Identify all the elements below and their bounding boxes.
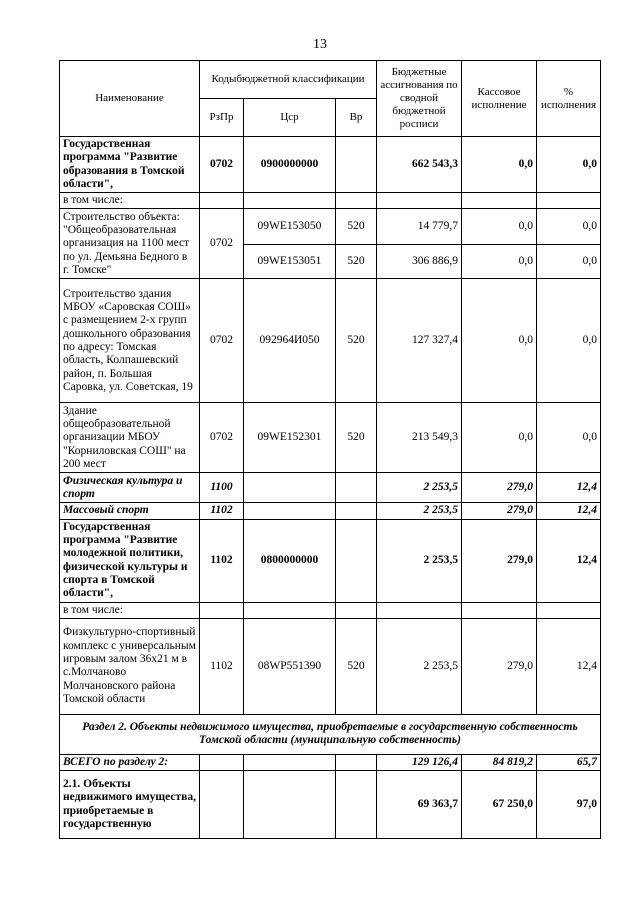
page-number: 13 (313, 37, 327, 52)
row-vr (336, 754, 377, 770)
row-rzpr: 1102 (200, 519, 244, 602)
row-assign: 2 253,5 (377, 473, 462, 503)
row-rzpr: 1102 (200, 503, 244, 519)
row-csr: 08WP551390 (244, 618, 336, 714)
table-row (60, 403, 601, 473)
row-pct: 0,0 (537, 209, 601, 245)
header-csr: Цср (244, 99, 336, 137)
row-assign: 306 886,9 (377, 245, 462, 279)
row-pct: 0,0 (537, 403, 601, 473)
table-row (60, 209, 601, 245)
row-rzpr: 0702 (200, 279, 244, 403)
row-name: в том числе: (60, 193, 200, 209)
section-title: Раздел 2. Объекты недвижимого имущества, приобретаемые в государственную собственность Томской области (муниципальную собственность) (60, 714, 601, 754)
row-assign: 662 543,3 (377, 137, 462, 193)
row-pct: 97,0 (537, 771, 601, 839)
row-vr: 520 (336, 403, 377, 473)
header-pct: % исполнения (537, 61, 601, 137)
row-csr: 09WE153051 (244, 245, 336, 279)
table-row (60, 279, 601, 403)
row-vr (336, 503, 377, 519)
row-pct: 12,4 (537, 519, 601, 602)
row-name: Здание общеобразовательной организации МБОУ "Корниловская СОШ" на 200 мест (60, 403, 200, 473)
row-assign: 2 253,5 (377, 503, 462, 519)
row-csr (244, 503, 336, 519)
row-pct: 0,0 (537, 137, 601, 193)
row-name: Физическая культура и спорт (60, 473, 200, 503)
table-row (60, 618, 601, 714)
row-rzpr: 1100 (200, 473, 244, 503)
row-rzpr: 0702 (200, 137, 244, 193)
table-row (60, 771, 601, 839)
header-rzpr: РзПр (200, 99, 244, 137)
row-vr: 520 (336, 279, 377, 403)
row-cash: 0,0 (462, 279, 537, 403)
row-pct: 12,4 (537, 473, 601, 503)
header-vr: Вр (336, 99, 377, 137)
row-cash: 279,0 (462, 618, 537, 714)
row-cash: 0,0 (462, 137, 537, 193)
row-cash: 67 250,0 (462, 771, 537, 839)
row-cash: 0,0 (462, 245, 537, 279)
header-assign: Бюджетные ассигнования по сводной бюджетной росписи (377, 61, 462, 137)
row-csr: 09WE153050 (244, 209, 336, 245)
row-assign: 69 363,7 (377, 771, 462, 839)
row-name: в том числе: (60, 602, 200, 618)
table-row (60, 519, 601, 602)
row-name: Физкультурно-спортивный комплекс с универсальным игровым залом 36х21 м в с.Молчаново Молчановского района Томской области (60, 618, 200, 714)
header-codes: Кодыбюджетной классификации (200, 61, 377, 99)
row-rzpr (200, 771, 244, 839)
row-rzpr: 1102 (200, 618, 244, 714)
row-name: Строительство здания МБОУ «Саровская СОШ» с размещением 2-х групп дошкольного образования по адресу: Томская область, Колпашевский район, п. Большая Саровка, ул. Советская, 19 (60, 279, 200, 403)
row-pct: 65,7 (537, 754, 601, 770)
row-csr (244, 473, 336, 503)
row-csr: 092964И050 (244, 279, 336, 403)
row-csr: 0800000000 (244, 519, 336, 602)
row-rzpr (200, 754, 244, 770)
row-assign: 129 126,4 (377, 754, 462, 770)
row-cash: 0,0 (462, 209, 537, 245)
section-row (60, 714, 601, 754)
row-assign: 213 549,3 (377, 403, 462, 473)
row-name: ВСЕГО по разделу 2: (60, 754, 200, 770)
header-name: Наименование (60, 61, 200, 137)
row-pct: 12,4 (537, 618, 601, 714)
row-assign: 2 253,5 (377, 618, 462, 714)
row-name: Государственная программа "Развитие образования в Томской области", (60, 137, 200, 193)
table-row (60, 473, 601, 503)
row-vr (336, 473, 377, 503)
table-row (60, 602, 601, 618)
row-csr (244, 771, 336, 839)
row-assign: 14 779,7 (377, 209, 462, 245)
row-vr: 520 (336, 209, 377, 245)
row-pct: 0,0 (537, 279, 601, 403)
row-vr (336, 771, 377, 839)
header-cash: Кассовое исполнение (462, 61, 537, 137)
row-pct: 12,4 (537, 503, 601, 519)
row-rzpr: 0702 (200, 403, 244, 473)
row-cash: 279,0 (462, 473, 537, 503)
row-name: Строительство объекта: "Общеобразовательная организация на 1100 мест по ул. Демьяна Бедного в г. Томске" (60, 209, 200, 279)
row-vr (336, 137, 377, 193)
row-rzpr: 0702 (200, 209, 244, 279)
row-pct: 0,0 (537, 245, 601, 279)
row-name: Государственная программа "Развитие молодежной политики, физической культуры и спорта в Томской области", (60, 519, 200, 602)
row-cash: 279,0 (462, 503, 537, 519)
row-vr: 520 (336, 618, 377, 714)
row-csr: 0900000000 (244, 137, 336, 193)
budget-table (59, 60, 601, 839)
row-cash: 279,0 (462, 519, 537, 602)
row-name: 2.1. Объекты недвижимого имущества, приобретаемые в государственную (60, 771, 200, 839)
row-name: Массовый спорт (60, 503, 200, 519)
table-row (60, 754, 601, 770)
row-csr (244, 754, 336, 770)
row-assign: 127 327,4 (377, 279, 462, 403)
row-vr (336, 519, 377, 602)
table-row (60, 193, 601, 209)
row-vr: 520 (336, 245, 377, 279)
row-cash: 0,0 (462, 403, 537, 473)
row-assign: 2 253,5 (377, 519, 462, 602)
table-row (60, 503, 601, 519)
row-csr: 09WE152301 (244, 403, 336, 473)
table-row (60, 137, 601, 193)
row-cash: 84 819,2 (462, 754, 537, 770)
